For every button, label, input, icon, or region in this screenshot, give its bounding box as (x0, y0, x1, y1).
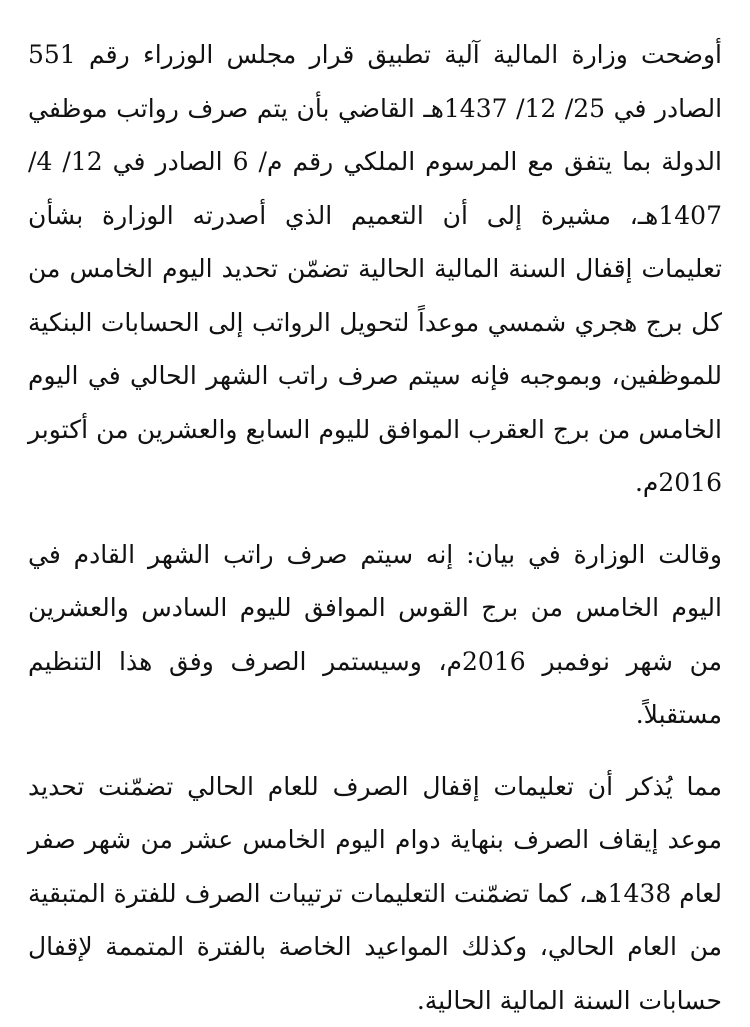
paragraph-salary-mechanism: أوضحت وزارة المالية آلية تطبيق قرار مجلس الوزراء رقم 551 الصادر في 25/ 12/ 1437هـ القاضي بأن يتم صرف رواتب موظفي الدولة بما يتفق مع المرسوم الملكي رقم م/ 6 الصادر في 12/ 4/ 1407هـ، مشيرة إلى أن التعميم الذي أصدرته الوزارة بشأن تعليمات إقفال السنة المالية الحالية تضمّن تحديد اليوم الخامس من كل برج هجري شمسي موعداً لتحويل الرواتب إلى الحسابات البنكية للموظفين، وبموجبه فإنه سيتم صرف راتب الشهر الحالي في اليوم الخامس من برج العقرب الموافق لليوم السابع والعشرين من أكتوبر 2016م. (28, 28, 722, 510)
article-body (28, 28, 722, 1027)
paragraph-ministry-statement: وقالت الوزارة في بيان: إنه سيتم صرف راتب الشهر القادم في اليوم الخامس من برج القوس الموافق لليوم السادس والعشرين من شهر نوفمبر 2016م، وسيستمر الصرف وفق هذا التنظيم مستقبلاً. (28, 528, 722, 742)
paragraph-closing-instructions: مما يُذكر أن تعليمات إقفال الصرف للعام الحالي تضمّنت تحديد موعد إيقاف الصرف بنهاية دوام اليوم الخامس عشر من شهر صفر لعام 1438هـ، كما تضمّنت التعليمات ترتيبات الصرف للفترة المتبقية من العام الحالي، وكذلك المواعيد الخاصة بالفترة المتممة لإقفال حسابات السنة المالية الحالية. (28, 760, 722, 1027)
